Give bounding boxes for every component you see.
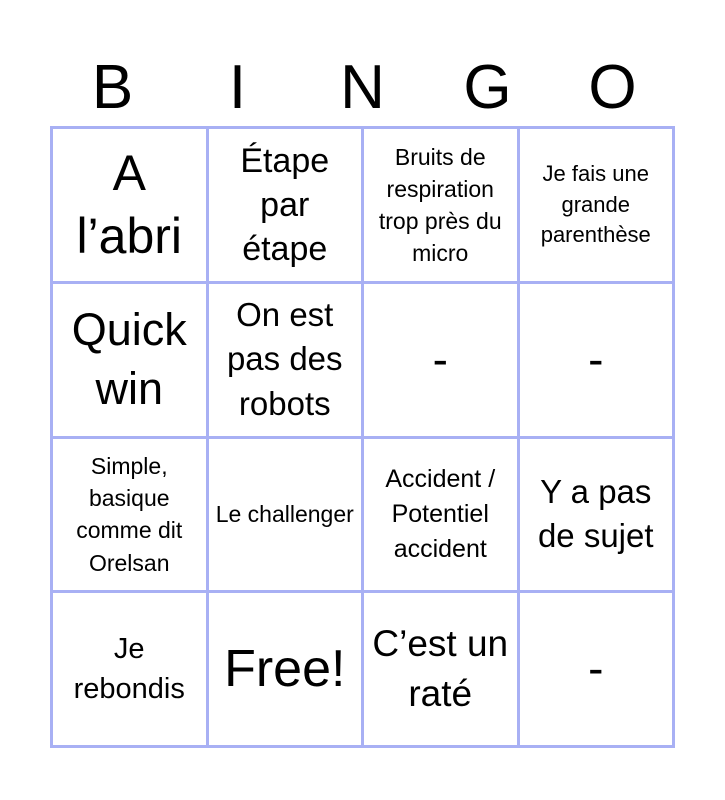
- header-letter-n: N: [340, 53, 385, 122]
- header-letter-g: G: [463, 53, 512, 122]
- bingo-cell[interactable]: -: [520, 593, 673, 745]
- bingo-cell[interactable]: Le challenger: [209, 439, 362, 591]
- header-letter-i: I: [228, 53, 247, 122]
- bingo-cell[interactable]: -: [520, 284, 673, 436]
- bingo-header: [50, 50, 675, 126]
- bingo-cell[interactable]: Je rebondis: [53, 593, 206, 745]
- bingo-cell free-space[interactable]: Free!: [209, 593, 362, 745]
- bingo-cell[interactable]: Simple, basique comme dit Orelsan: [53, 439, 206, 591]
- header-letter-o: O: [588, 53, 637, 122]
- bingo-cell[interactable]: Accident / Potentiel accident: [364, 439, 517, 591]
- bingo-cell[interactable]: Quick win: [53, 284, 206, 436]
- bingo-cell[interactable]: A l’abri: [53, 129, 206, 281]
- bingo-cell[interactable]: -: [364, 284, 517, 436]
- bingo-cell[interactable]: Je fais une grande parenthèse: [520, 129, 673, 281]
- bingo-cell[interactable]: Bruits de respiration trop près du micro: [364, 129, 517, 281]
- bingo-cell[interactable]: Étape par étape: [209, 129, 362, 281]
- bingo-cell[interactable]: Y a pas de sujet: [520, 439, 673, 591]
- header-letter-b: B: [91, 53, 134, 122]
- bingo-cell[interactable]: C’est un raté: [364, 593, 517, 745]
- bingo-cell[interactable]: On est pas des robots: [209, 284, 362, 436]
- bingo-grid: [50, 126, 675, 748]
